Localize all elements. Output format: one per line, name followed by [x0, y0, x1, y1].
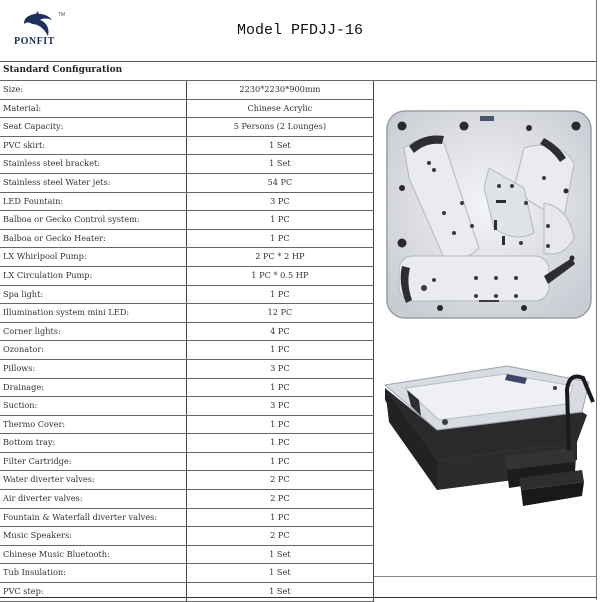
table-row	[0, 81, 374, 99]
spec-value: 1 PC	[186, 211, 373, 230]
spec-label: Air diverter valves:	[0, 490, 186, 509]
table-row	[0, 471, 374, 490]
table-row	[0, 173, 374, 192]
right-border	[596, 0, 597, 600]
table-row	[0, 248, 374, 267]
spec-value: 5 Persons (2 Lounges)	[186, 118, 373, 137]
spec-value: 2 PC	[186, 490, 373, 509]
spec-value: 3 PC	[186, 192, 373, 211]
spec-value: 1 PC	[186, 378, 373, 397]
spec-value: 3 PC	[186, 359, 373, 378]
spec-value: 2 PC * 2 HP	[186, 248, 373, 267]
bottom-border	[0, 597, 597, 598]
product-images	[374, 81, 596, 597]
table-row	[0, 155, 374, 174]
table-row	[0, 359, 374, 378]
page-title: Model PFDJJ-16	[236, 22, 364, 39]
spec-value: 1 PC	[186, 341, 373, 360]
spec-label: Fountain & Waterfall diverter valves:	[0, 508, 186, 527]
spec-label: Balboa or Gecko Control system:	[0, 211, 186, 230]
spec-label: LED Fountain:	[0, 192, 186, 211]
spec-value: 1 PC	[186, 434, 373, 453]
table-row	[0, 490, 374, 509]
spec-value: 1 PC	[186, 229, 373, 248]
table-row	[0, 192, 374, 211]
spec-label: LX Whirlpool Pump:	[0, 248, 186, 267]
spec-value: 1 PC * 0.5 HP	[186, 266, 373, 285]
table-row	[0, 564, 374, 583]
spec-label: Stainless steel bracket:	[0, 155, 186, 174]
table-row	[0, 378, 374, 397]
spec-label: Music Speakers:	[0, 527, 186, 546]
table-row	[0, 527, 374, 546]
spec-label: Size:	[0, 81, 186, 99]
spec-value: 1 Set	[186, 136, 373, 155]
spec-label: Bottom tray:	[0, 434, 186, 453]
spec-label: Pillows:	[0, 359, 186, 378]
spec-label: Balboa or Gecko Heater:	[0, 229, 186, 248]
hot-tub-perspective-image	[377, 360, 595, 510]
table-row	[0, 136, 374, 155]
spec-label: Illumination system mini LED:	[0, 304, 186, 323]
table-row	[0, 229, 374, 248]
spec-table	[0, 81, 374, 602]
spec-value: 54 PC	[186, 173, 373, 192]
spec-value: Chinese Acrylic	[186, 99, 373, 118]
spec-label: Seat Capacity:	[0, 118, 186, 137]
table-row	[0, 341, 374, 360]
spec-label: Drainage:	[0, 378, 186, 397]
table-row	[0, 304, 374, 323]
spec-value: 1 PC	[186, 508, 373, 527]
table-row	[0, 118, 374, 137]
spec-label: LX Circulation Pump:	[0, 266, 186, 285]
spec-value: 1 Set	[186, 155, 373, 174]
table-row	[0, 452, 374, 471]
spec-label: Material:	[0, 99, 186, 118]
table-row	[0, 99, 374, 118]
table-row	[0, 285, 374, 304]
spec-label: Suction:	[0, 397, 186, 416]
spec-label: Tub Insulation:	[0, 564, 186, 583]
table-row	[0, 583, 374, 602]
spec-label: Thermo Cover:	[0, 415, 186, 434]
hot-tub-top-view-image	[384, 108, 594, 321]
spec-value: 1 PC	[186, 452, 373, 471]
spec-value: 3 PC	[186, 397, 373, 416]
spec-value: 2 PC	[186, 527, 373, 546]
divider	[374, 576, 596, 577]
trademark-mark: TM	[58, 12, 66, 18]
spec-label: Water diverter valves:	[0, 471, 186, 490]
table-row	[0, 434, 374, 453]
spec-value: 1 PC	[186, 285, 373, 304]
table-row	[0, 545, 374, 564]
brand-name: PONFIT	[14, 36, 55, 47]
spec-label: PVC step:	[0, 583, 186, 602]
spec-label: Chinese Music Bluetooth:	[0, 545, 186, 564]
table-row	[0, 415, 374, 434]
table-row	[0, 211, 374, 230]
table-row	[0, 397, 374, 416]
spec-value: 12 PC	[186, 304, 373, 323]
spec-label: Ozonator:	[0, 341, 186, 360]
spec-label: Corner lights:	[0, 322, 186, 341]
spec-value: 1 PC	[186, 415, 373, 434]
spec-value: 4 PC	[186, 322, 373, 341]
spec-value: 1 Set	[186, 545, 373, 564]
table-row	[0, 266, 374, 285]
table-row	[0, 322, 374, 341]
spec-value: 2 PC	[186, 471, 373, 490]
spec-value: 1 Set	[186, 583, 373, 602]
table-row	[0, 508, 374, 527]
spec-label: Filter Cartridge:	[0, 452, 186, 471]
spec-label: Stainless steel Water jets:	[0, 173, 186, 192]
spec-label: PVC skirt:	[0, 136, 186, 155]
spec-value: 1 Set	[186, 564, 373, 583]
section-title: Standard Configuration	[3, 65, 123, 75]
spec-value: 2230*2230*900mm	[186, 81, 373, 99]
spec-label: Spa light:	[0, 285, 186, 304]
section-header	[0, 62, 597, 81]
